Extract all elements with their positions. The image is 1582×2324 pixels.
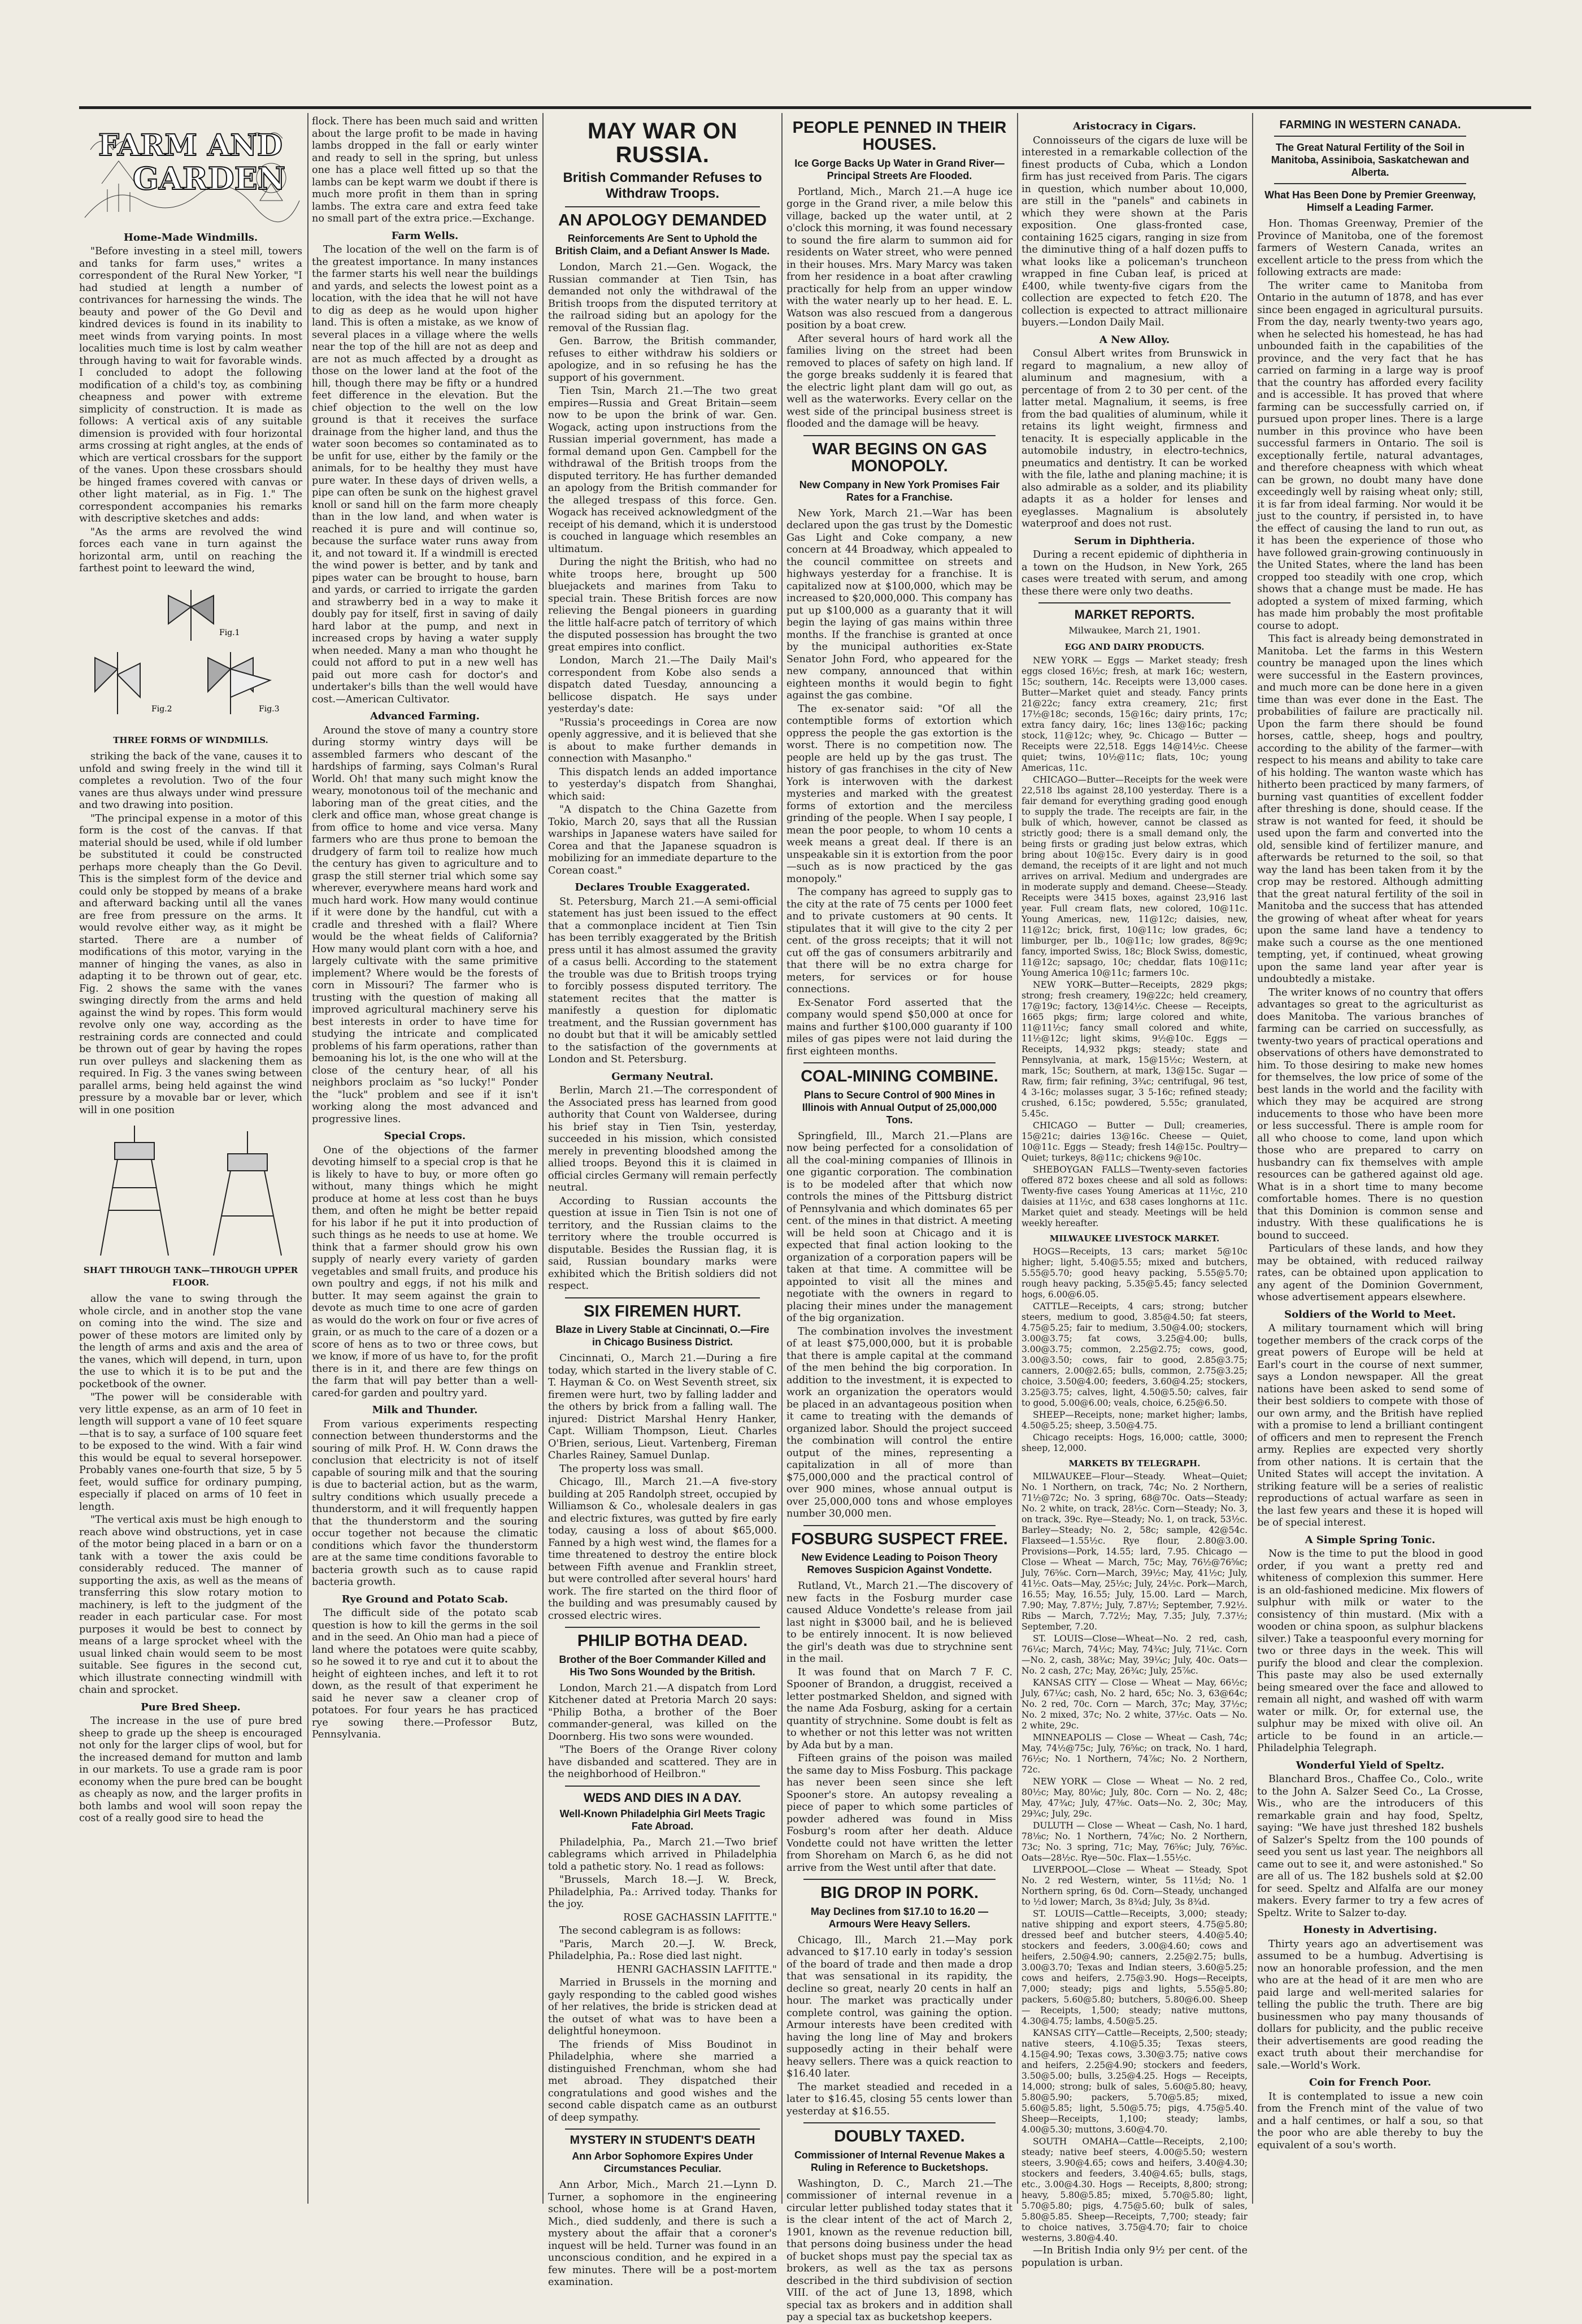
article-heading: Serum in Diphtheria. (1074, 535, 1195, 547)
paragraph: The writer knows of no country that offers advantages so great to the agriculturist as does Manitoba. The various branches of farming can be carried on successfully, as twenty-two years of practical operations and observations of others have demonstrated to him. To those desiring to make new homes for themselves, the low price of some of the best lands in the world and the facility with which they may be acquired are strong inducements to those who have been more or less successful. There is ample room for all who choose to come, land upon which those who are prepared to carry on husbandry can fix themselves with ample resources can be gathered against old age. What is in a short time to many become comfortable homes. There is no question that this Dominion is common sense and industry. With these qualifications he is bound to succeed. (1257, 987, 1483, 1241)
divider (1274, 136, 1466, 137)
paragraph: Ex-Senator Ford asserted that the company would spend $50,000 at once for mains and further $100,000 guaranty if 100 miles of gas pipes were not laid during the first eighteen months. (786, 997, 1012, 1057)
headline: COAL-MINING COMBINE. (801, 1067, 998, 1086)
market-paragraph: KANSAS CITY—Cattle—Receipts, 2,500; steady; native steers, 4.10@5.35; Texas steers, 4.15@4.90; Texas cows, 3.30@3.75; native cows and heifers, 2.25@4.90; stockers and feeders, 3.50@5.00; bulls, 3.25@4.25. Hogs — Receipts, 14,000; strong; bulk of sales, 5.60@5.80; heavy, 5.80@5.90; packers, 5.70@5.85; mixed, 5.60@5.85; light, 5.50@5.75; pigs, 4.75@5.40. Sheep—Receipts, 1,100; steady; lambs, 4.00@5.30; muttons, 3.60@4.70. (1022, 2028, 1248, 2135)
market-paragraph: Chicago receipts: Hogs, 16,000; cattle, 3000; sheep, 12,000. (1022, 1432, 1248, 1454)
subheadline: Reinforcements Are Sent to Uphold the British Claim, and a Defiant Answer Is Made. (555, 233, 770, 257)
article-heading: A New Alloy. (1099, 333, 1170, 346)
subheadline: Ice Gorge Backs Up Water in Grand River—Principal Streets Are Flooded. (794, 157, 1005, 181)
article-heading: Special Crops. (384, 1130, 466, 1142)
paragraph: Married in Brussels in the morning and gayly responding to the cabled good wishes of her relatives, the bride is stricken dead at the outset of what was to have been a delightful honeymoon. (548, 1977, 777, 2038)
subheadline: New Evidence Leading to Poison Theory Removes Suspicion Against Vondette. (801, 1552, 998, 1576)
article-heading: Declares Trouble Exaggerated. (575, 881, 750, 894)
divider (803, 435, 996, 436)
divider (565, 1297, 760, 1298)
figure-caption: SHAFT THROUGH TANK—THROUGH UPPER FLOOR. (83, 1265, 298, 1288)
svg-text:Fig.2: Fig.2 (151, 704, 172, 714)
paragraph: The ex-senator said: "Of all the contemptible forms of extortion which oppress the people the gas extortion is the worst. There is no competition now. The people are held up by the gas trust. The history of gas franchises in the city of New York is interwoven with the darkest mysteries and marked with the greatest forms of extortion and the merciless grinding of the people. When I say people, I mean the poor people, to whom 10 cents a week means a great deal. If there is an unspeakable sin it is extortion from the poor—such as is now practiced by the gas monopoly." (786, 703, 1012, 885)
paragraph: The property loss was small. (559, 1463, 704, 1475)
farm-garden-masthead (79, 116, 302, 223)
paragraph: One of the objections of the farmer devoting himself to a special crop is that he is likely to have to buy, or more often go without, many things which he might produce at home at less cost than he buys them, and often he might be better repaid for his labor if he put it into production of such things as he needs to use at home. We think that a farmer should grow his own supply of nearly every variety of garden vegetables and small fruits, and produce his own poultry and eggs, if not his milk and butter. It may seem against the grain to devote as much time to one acre of garden as would do the work on four or five acres of grain, or as much to the care of a dozen or a score of hens as to two or three cows, but we know, if more of us have to, for the profit there is in it, and there are few things on the farm that will pay better than a well-cared-for garden and poultry yard. (312, 1144, 538, 1399)
paragraph: The location of the well on the farm is of the greatest importance. In many instances the farmer starts his well near the buildings and yards, and selects the lowest point as a location, with the idea that he will not have to dig as deep as he would upon higher land. This is often a mistake, as we know of several places in a village where the wells near the top of the hill are not as deep and are not as much affected by a drought as those on the lower land at the foot of the hill, though there may be fifty or a hundred feet difference in the elevation. But the chief objection to the well on the low ground is that it receives the surface drainage from the higher land, and thus the water soon becomes so contaminated as to be unfit for use, either by the family or the animals, for to be healthy they must have pure water. In these days of driven wells, a pipe can often be sunk on the highest gravel knoll or sand hill on the farm more cheaply than in the low land, and when water is reached it is pure and will continue so, because the surface water runs away from it, and not toward it. If a windmill is erected the wind power is better, and by tank and pipes water can be brought to house, barn and yards, or carried to irrigate the garden and strawberry bed in a way to make it doubly pay for itself, first in saving of daily hard labor at the pump, and next in increased crops by having a water supply when needed. Many a man who thought he could not afford to put in a new well has paid out more cash for doctor's and undertaker's bills than the well would have cost.—American Cultivator. (312, 244, 538, 705)
paragraph: Consul Albert writes from Brunswick in regard to magnalium, a new alloy of aluminum and magnesium, with a percentage of from 2 to 30 per cent. of the latter metal. Magnalium, it seems, is free from the bad qualities of aluminum, while it retains its light weight, firmness and tenacity. It is especially applicable in the automobile industry, in electro-technics, pneumatics and dentistry. It can be worked with the file, lathe and planing machine; it is also admirable as a solder, and its pliability adapts it as a holder for lenses and eyeglasses. Magnalium is absolutely waterproof and does not rust. (1022, 348, 1248, 529)
paragraph: The friends of Miss Boudinot in Philadelphia, where she married a distinguished Frenchman, whom she had met abroad. They dispatched their congratulations and good wishes and the second cable dispatch came as an outburst of deep sympathy. (548, 2039, 777, 2123)
paragraph: striking the back of the vane, causes it to unfold and swing freely in the wind till it completes a revolution. Two of the four vanes are thus always under wind pressure and two drawing into position. (79, 751, 302, 811)
paragraph: Chicago, Ill., March 21.—May pork advanced to $17.10 early in today's session of the board of trade and then made a drop that was sensational in its rapidity, the decline so great, nearly 20 cents in half an hour. The market was practically under complete control, was gaining the option. Armour interests have been credited with having the long line of May and brokers supposedly acting in their behalf were heavy sellers. There was a quick reaction to $16.40 later. (786, 1934, 1012, 2080)
article-heading: Germany Neutral. (611, 1070, 714, 1083)
market-paragraph: ST. LOUIS—Close—Wheat—No. 2 red, cash, 76¼c; March, 74½c; May, 74¾c; July, 71¼c. Corn—No. 2, cash, 38¾c; May, 39¼c; July, 40c. Oats—No. 2 cash, 27c; May, 26¾c; July, 25⅞c. (1022, 1634, 1248, 1676)
paragraph: Particulars of these lands, and how they may be obtained, with reduced railway rates, can be obtained upon application to any agent of the Dominion Government, whose advertisement appears elsewhere. (1257, 1243, 1483, 1303)
subheadline: Brother of the Boer Commander Killed and His Two Sons Wounded by the British. (559, 1653, 766, 1678)
paragraph: Chicago, Ill., March 21.—A five-story building at 205 Randolph street, occupied by Williamson & Co., wholesale dealers in gas and electric fixtures, was gutted by fire early today, causing a loss of about $65,000. Fanned by a high west wind, the flames for a time threatened to destroy the entire block between Fifth avenue and Franklin street, but were controlled after several hours' hard work. The fire started on the third floor of the building and was presumably caused by crossed electric wires. (548, 1476, 777, 1622)
column-farm-continued (312, 116, 538, 2201)
article-heading: Farm Wells. (391, 229, 459, 242)
market-paragraph: NEW YORK—Butter—Receipts, 2829 pkgs; strong; fresh creamery, 19@22c; held creamery, 17@19c; factory, 13@14½c. Cheese — Receipts, 1665 pkgs; firm; large colored and white, 11@11½c; fancy small colored and white, 11½@12c; light skims, 9½@10c. Eggs — Receipts, 14,932 pkgs; steady; state and Pennsylvania, at mark, 15@15½c; Western, at mark, 15c; Southern, at mark, 13@15c. Sugar — Raw, firm; fair refining, 3¾c; centrifugal, 96 test, 4 3-16c; molasses sugar, 3 5-16c; refined steady; crushed, 6.15c; powdered, 5.55c; granulated, 5.45c. (1022, 980, 1248, 1119)
market-paragraph: NEW YORK — Eggs — Market steady; fresh eggs closed 16½c; fresh, at mark 16c; western, 15c; southern, 14c. Receipts were 13,000 cases. Butter—Market quiet and steady. Fancy prints 21@22c; fancy extra creamery, 21c; first 17½@18c; seconds, 15@16c; dairy prints, 17c; extra fancy dairy, 16c; lines 13@16c; packing stock, 11@12c; whey, 9c. Chicago — Butter — Receipts were 22,518. Eggs 14@14½c. Cheese quiet; twins, 10½@11c; flats, 10c; young Americas, 11c. (1022, 655, 1248, 774)
headline: FARMING IN WESTERN CANADA. (1279, 119, 1461, 131)
article-heading: A Simple Spring Tonic. (1305, 1534, 1436, 1546)
divider (565, 2128, 760, 2130)
svg-text:Fig.1: Fig.1 (219, 628, 240, 637)
dateline: Milwaukee, March 21, 1901. (1068, 625, 1201, 636)
headline: MARKET REPORTS. (1074, 607, 1195, 622)
market-paragraph: HOGS—Receipts, 13 cars; market 5@10c higher; light, 5.40@5.55; mixed and butchers, 5.55@5.70; good heavy packing, 5.55@5.70; rough heavy packing, 5.35@5.45; fancy selected hogs, 6.00@6.05. (1022, 1246, 1248, 1300)
market-paragraph: CATTLE—Receipts, 4 cars; strong; butcher steers, medium to good, 3.85@4.50; fat steers, 4.75@5.25; fair to medium, 3.50@4.00; stockers, 3.00@3.75; fat cows, 3.25@4.00; bulls, 3.00@3.75; common, 2.25@2.75; cows, good, 3.00@3.50; cows, fair to good, 2.85@3.75; canners, 2.00@2.65; bulls, common, 2.75@3.25; choice, 3.50@4.00; feeders, 3.60@4.25; stockers, 3.25@3.75; calves, light, 4.50@5.50; calves, fair to good, 5.00@6.00; veals, choice, 6.25@6.50. (1022, 1301, 1248, 1409)
paragraph: London, March 21.—A dispatch from Lord Kitchener dated at Pretoria March 20 says: "Philip Botha, a brother of the Boer commander-general, was killed on the Doornberg. His two sons were wounded. (548, 1682, 777, 1743)
headline: DOUBLY TAXED. (834, 2127, 965, 2146)
column-canada (1257, 116, 1483, 2201)
market-paragraph: LIVERPOOL—Close — Wheat — Steady, Spot No. 2 red Western, winter, 5s 11½d; No. 1 Northern spring, 6s 0d. Corn—Steady, unchanged to ½d lower; March, 3s 8¾d; July, 3s 8¾d. (1022, 1865, 1248, 1908)
paragraph: The second cablegram is as follows: (559, 1925, 741, 1937)
divider (803, 2122, 996, 2123)
svg-text:Fig.3: Fig.3 (258, 704, 280, 714)
paragraph: "Brussels, March 18.—J. W. Breck, Philadelphia, Pa.: Arrived today. Thanks for the joy. (548, 1874, 777, 1910)
paragraph: Washington, D. C., March 21.—The commissioner of internal revenue in a circular letter published today states that it is the clear intent of the act of March 2, 1901, known as the revenue reduction bill, that persons doing business under the head of bucket shops must pay the special tax as brokers, as well as the tax as persons described in the third subdivision of section VIII. of the act of June 13, 1898, which special tax as brokers and in addition shall pay a special tax as bucketshop keepers. (786, 2178, 1012, 2323)
paragraph: Ann Arbor, Mich., March 21.—Lynn D. Turner, a sophomore in the engineering school, whose home is at Grand Haven, Mich., died suddenly, and there is such a mystery about the affair that a coroner's inquest will be held. Turner was found in an unconscious condition, and he expired in a few minutes. There will be a post-mortem examination. (548, 2179, 777, 2288)
svg-text:FARM AND: FARM AND (98, 128, 283, 163)
top-rule (79, 106, 1531, 109)
section-heading: MARKETS BY TELEGRAPH. (1068, 1458, 1201, 1469)
paragraph: "The power will be considerable with very little expense, as an arm of 10 feet in length will support a vane of 10 feet square—that is to say, a surface of 100 square feet to be exposed to the wind. With a fair wind this would be equal to several horsepower. Probably vanes one-fourth that size, 5 by 5 feet, would suffice for ordinary pumping, especially if placed on arms of 10 feet in length. (79, 1392, 302, 1513)
column-farm-garden (79, 116, 302, 2201)
headline: WEDS AND DIES IN A DAY. (583, 1790, 742, 1805)
paragraph: London, March 21.—The Daily Mail's correspondent from Kobe also sends a dispatch dated Tuesday, announcing a bellicose dispatch. He says under yesterday's date: (548, 655, 777, 715)
market-paragraph: MILWAUKEE—Flour—Steady. Wheat—Quiet; No. 1 Northern, on track, 74c; No. 2 Northern, 71½@72c; No. 3 spring, 68@70c. Oats—Steady; No. 2 white, on track, 28½c. Corn—Steady; No. 3, on track, 39c. Rye—Steady; No. 1, on track, 53½c. Barley—Steady; No. 2, 58c; sample, 42@54c. Flaxseed—1.55½c. Rye flour, 2.80@3.00. Provisions—Pork, 14.55; lard, 7.95. Chicago — Close — Wheat — March, 75c; May, 76½@76⅝c; July, 76⅝c. Corn—March, 39½c; May, 41½c; July, 41½c. Oats—May, 25½c; July, 24½c. Pork—March, 16.55; May, 16.55; July, 15.00. Lard — March, 7.90; May, 7.87½; July, 7.87½; September, 7.92½. Ribs — March, 7.72½; May, 7.35; July, 7.37½; September, 7.20. (1022, 1471, 1248, 1632)
market-paragraph: NEW YORK — Close — Wheat — No. 2 red, 80½c; May, 80⅛c; July, 80c. Corn — No. 2, 48c; May, 47¾c; July, 47⅜c. Oats—No. 2, 30c; May, 29¾c; July, 29c. (1022, 1776, 1248, 1819)
divider (565, 1627, 760, 1628)
paragraph: During a recent epidemic of diphtheria in a town on the Hudson, in New York, 265 cases were treated with serum, and among these there were only two deaths. (1022, 549, 1248, 597)
paragraph: Springfield, Ill., March 21.—Plans are now being perfected for a consolidation of all the coal-mining companies of Illinois in one gigantic corporation. The combination is to be modeled after that which now controls the mines of the Pittsburg district of Pennsylvania and which dominates 65 per cent. of the mines in that district. A meeting will be held soon at Chicago and it is expected that final action looking to the organization of a corporation papers will be taken at that time. A committee will be appointed to visit all the mines and negotiate with the owners in regard to placing their mines under the management of the big organization. (786, 1130, 1012, 1324)
market-paragraph: SHEBOYGAN FALLS—Twenty-seven factories offered 872 boxes cheese and all sold as follows: Twenty-five cases Young Americas at 11½c, 210 daisies at 11½c, and 638 cases longhorns at 11c. Market quiet and steady. Meetings will be held weekly hereafter. (1022, 1165, 1248, 1229)
paragraph: This fact is already being demonstrated in Manitoba. Let the farms in this Western country be managed upon the lines which were successful in the Eastern provinces, and much more can be done here in a given time than was ever done in the East. The probabilities of failure are practically nil. Upon the farm there should be found horses, cattle, sheep, hogs and poultry, according to the ability of the farmer—with respect to his means and ability to take care of his holding. The wanton waste which has hitherto been practiced by many farmers, of burning vast quantities of excellent fodder after threshing is done, should cease. If the straw is not wanted for feed, it should be used upon the farm and converted into the old, sensible kind of fertilizer manure, and afterwards be returned to the soil, so that way the land has been taken from it by the crop may be restored. Although admitting that the great natural fertility of the soil in Manitoba and the success that has attended the growing of wheat after wheat for years upon the same land have a tendency to make such a course as the one mentioned tempting, yet, if continued, wheat growing upon the same land year after year is undoubtedly a mistake. (1257, 633, 1483, 985)
article-heading: Aristocracy in Cigars. (1072, 120, 1197, 132)
paragraph: The company has agreed to supply gas to the city at the rate of 75 cents per 1000 feet and to private customers at 90 cents. It stipulates that it will give to the city 2 per cent. of the gross receipts; that it will not cut off the gas of consumers arbitrarily and that there will be no extra charge for meters, for services or for house connections. (786, 887, 1012, 996)
divider (565, 206, 760, 207)
paragraph: Blanchard Bros., Chaffee Co., Colo., write to the John A. Salzer Seed Co., La Crosse, Wis., who are the introducers of this remarkable grain and hay food, Speltz, saying: "We have just threshed 182 bushels of Salzer's Speltz from the 100 pounds of seed you sent us last year. The neighbors all came out to see it, and were astonished." So are all of us. The 182 bushels sold at $2.00 for seed. Speltz and Alfalfa are our money makers. Every farmer to try a few acres of Speltz. Write to Salzer to-day. (1257, 1774, 1483, 1919)
figure-caption: THREE FORMS OF WINDMILLS. (113, 735, 268, 745)
market-paragraph: CHICAGO — Butter — Dull; creameries, 15@21c; dairies 13@16c. Cheese — Quiet, 10@11c. Eggs — Steady; fresh 14@15c. Poultry—Quiet; turkeys, 8@11c; chickens 9@10c. (1022, 1120, 1248, 1163)
paragraph: HENRI GACHASSIN LAFITTE." (616, 1964, 777, 1975)
headline: MYSTERY IN STUDENT'S DEATH (570, 2134, 755, 2147)
paragraph: Fifteen grains of the poison was mailed the same day to Miss Fosburg. This package has never been seen since she left Spooner's store. An autopsy revealing a piece of paper to which some particles of powder adhered was found in Miss Fosburg's room after her death. Alduce Vondette could not have written the letter from Shoreham on March 6, as he did not arrive from the West until after that date. (786, 1753, 1012, 1874)
paragraph: "Paris, March 20.—J. W. Breck, Philadelphia, Pa.: Rose died last night. (548, 1938, 777, 1962)
market-paragraph: CHICAGO—Butter—Receipts for the week were 22,518 lbs against 28,100 yesterday. There is a fair demand for everything grading good enough to supply the trade. The receipts are fair, in the bulk of which, however, cannot be classed as strictly good; there is a small demand only, the being firsts or grading just below extras, which bring about 10@15c. Every dairy is in good demand, the receipts of it are light and not much arrives on arrival. Medium and undergrades are in moderate supply and demand. Cheese—Steady. Receipts were 3415 boxes, against 23,916 last year. Full cream flats, new colored, 10@11c. Young Americas, new, 11@12c; daisies, new, 11@12c; brick, first, 10@11c; low grades, 6c; limburger, per lb., 10@11c; low grades, 8@9c; fancy, imported Swiss, 18c; Block Swiss, domestic, 11@12c; sapsago, 10c; cheddar, flats 10@11c; Young America 10@11c; farmers 10c. (1022, 775, 1248, 979)
paragraph: London, March 21.—Gen. Wogack, the Russian commander at Tien Tsin, has demanded not only the withdrawal of the British troops from the disputed territory at the railroad siding but an apology for the removal of the Russian flag. (548, 262, 777, 334)
column-divider (781, 113, 783, 2204)
column-divider (542, 113, 544, 2204)
market-paragraph: KANSAS CITY — Close — Wheat — May, 66½c; July, 67¼c; cash, No. 2 hard, 65c; No. 3, 63@64c; No. 2 red, 70c. Corn — March, 37c; May, 37½c; No. 2 mixed, 37c; No. 2 white, 37½c. Oats — No. 2 white, 29c. (1022, 1678, 1248, 1731)
article-heading: Pure Bred Sheep. (141, 1701, 241, 1713)
paragraph: After several hours of hard work all the families living on the street had been removed to places of safety on high land. If the gorge breaks suddenly it is feared that the electric light plant dam will go out, as well as the waterworks. Every cellar on the west side of the principal business street is flooded and the damage will be heavy. (786, 333, 1012, 430)
paragraph: Now is the time to put the blood in good order, if you want a pretty red and whiteness of complexion this summer. Here is an old-fashioned medicine. Mix flowers of sulphur with milk or water to the consistency of thin mustard. (Mix with a wooden or china spoon, as sulphur blackens silver.) Take a teaspoonful every morning for two or three days in the week. This will purify the blood and clear the complexion. This paste may also be used externally being smeared over the face and allowed to remain all night, and washed off with warm water or milk. Or, for external use, the sulphur may be mixed with olive oil. An article to be found in an article.—Philadelphia Telegraph. (1257, 1548, 1483, 1754)
paragraph: Thirty years ago an advertisement was assumed to be a humbug. Advertising is now an honorable profession, and the men who are at the head of it are men who are paid large and well-merited salaries for telling the public the truth. There are big businessmen who pay many thousands of dollars for publicity, and the public receive their advertisements are good reading the exact truth about their merchandise for sale.—World's Work. (1257, 1938, 1483, 2071)
paragraph: —In British India only 9½ per cent. of the population is urban. (1022, 2245, 1248, 2269)
divider (1274, 183, 1466, 184)
svg-text:GARDEN: GARDEN (132, 160, 286, 197)
subheadline: Ann Arbor Sophomore Expires Under Circumstances Peculiar. (572, 2151, 753, 2175)
column-divider (307, 113, 308, 2204)
headline: AN APOLOGY DEMANDED (558, 211, 767, 229)
paragraph: The market steadied and receded in a later to $16.45, closing 55 cents lower than yesterday at $16.55. (786, 2081, 1012, 2117)
paragraph: Around the stove of many a country store during stormy wintry days will be assembled farmers who descant of the hardships of farming, says Colman's Rural World. Oh! that many such might know the weary, monotonous toil of the mechanic and laboring man of the great cities, and the clerk and office man, whose great change is from office to home and vice versa. Many farmers who are thus prone to bemoan the drudgery of farm toil to realize how much the century has given to agriculture and to grasp the still sterner trial which some say wherever, everywhere means hard work and much hard work. How many would continue if it were done by the handful, cut with a cradle and threshed with a flail? Where would be the wheat fields of California? How many would plant corn with a hoe, and largely cultivate with the same primitive implement? Where would be the forests of corn in Missouri? The farmer who is trusting with the question of making all improved agricultural machinery serve his best interests in order to have time for studying the intricate and complicated problems of his farm operations, rather than bemoaning his lot, is the one who will at the close of the century hear, of all his neighbors proclaim as "so lucky!" Ponder the "luck" problem and see if it isn't working along the most advanced and progressive lines. (312, 724, 538, 1125)
section-heading: EGG AND DAIRY PRODUCTS. (1064, 641, 1205, 652)
column-domestic-news (786, 116, 1012, 2323)
paragraph: The combination involves the investment of at least $75,000,000, but it is probable that there is ample capital at the command of the men behind the big corporation. In addition to the investment, it is expected to work an organization the operators would be placed in an advantageous position when it came to treating with the demands of organized labor. Should the project succeed the combination will control the entire output of the mines, representing a capitalization in all of more than $75,000,000 and the practical control of over 900 mines, whose annual output is over 25,000,000 tons and whose employes number 30,000 men. (786, 1326, 1012, 1520)
article-heading: Advanced Farming. (370, 710, 480, 722)
article-heading: Rye Ground and Potato Scab. (341, 1593, 508, 1605)
divider (803, 1879, 996, 1880)
paragraph: St. Petersburg, March 21.—A semi-official statement has just been issued to the effect that a commonplace incident at Tien Tsin has been terribly exaggerated by the British press until it has almost assumed the gravity of a casus belli. According to the statement the trouble was due to British troops trying to forcibly possess disputed territory. The statement recites that the matter is manifestly a question for diplomatic treatment, and the Russian government has no doubt but that it will be amicably settled to the satisfaction of the governments at London and St. Petersburg. (548, 896, 777, 1066)
paragraph: The difficult side of the potato scab question is how to kill the germs in the soil and in the seed. An Ohio man had a piece of land where the potatoes were quite scabby, so he sowed it to rye and cut it to about the height of eighteen inches, and left it to rot down, as the result of that experiment he said he never saw a cleaner crop of potatoes. For four years he has practiced rye sowing there.—Professor Butz, Pennsylvania. (312, 1608, 538, 1740)
paragraph: "The principal expense in a motor of this form is the cost of the canvas. If that material should be used, while if old lumber be substituted it could be constructed perhaps more cheaply than the Go Devil. This is the simplest form of the device and could only be stopped by means of a brake and afterward backing until all the vanes are free from pressure on the arms. It would revolve either way, as it might be started. There are a number of modifications of this motor, varying in the manner of hinging the vanes, as also in adapting it to be thrown out of gear, etc. Fig. 2 shows the same with the vanes swinging directly from the arms and held against the wind by ropes. This form would revolve only one way, according as the restraining cords are connected and could be thrown out of gear by having the ropes run over pulleys and slackening them as required. In Fig. 3 the vanes swing between parallel arms, being held against the wind pressure by a movable bar or lever, which will in one position (79, 813, 302, 1116)
subheadline: British Commander Refuses to Withdraw Troops. (563, 170, 762, 201)
market-paragraph: SHEEP—Receipts, none; market higher; lambs, 4.50@5.25; sheep, 3.50@4.75. (1022, 1410, 1248, 1431)
headline: PHILIP BOTHA DEAD. (577, 1632, 748, 1650)
paragraph: During the night the British, who had no white troops here, brought up 500 bluejackets and marines from Taku to special train. These British forces are now relieving the Bengal pioneers in guarding the little half-acre patch of territory of which the disputed possession has brought the two great empires into conflict. (548, 557, 777, 653)
paragraph: It was found that on March 7 F. C. Spooner of Brandon, a druggist, received a letter postmarked Sheldon, and signed with the name Ada Fosburg, asking for a certain quantity of strychnine. Some doubt is felt as to whether or not this letter was not written by Ada but by a man. (786, 1666, 1012, 1751)
paragraph: From various experiments respecting connection between thunderstorms and the souring of milk Prof. H. W. Conn draws the conclusion that electricity is not of itself capable of souring milk and that the souring is due to bacterial action, but as the warm, sultry conditions which usually precede a thunderstorm, and it will frequently happen that the thunderstorm and the souring occur together not because the climatic conditions which favor the thunderstorm are at the same time conditions favorable to bacteria growth such as to cause rapid bacteria growth. (312, 1418, 538, 1588)
paragraph: Philadelphia, Pa., March 21.—Two brief cablegrams which arrived in Philadelphia told a pathetic story. No. 1 read as follows: (548, 1836, 777, 1873)
column-war-news (548, 116, 777, 2288)
paragraph: "The Boers of the Orange River colony have disbanded and scattered. They are in the neighborhood of Heilbron." (548, 1744, 777, 1780)
headline: WAR BEGINS ON GAS MONOPOLY. (812, 440, 987, 476)
paragraph: flock. There has been much said and written about the large profit to be made in having lambs dropped in the fall or early winter and ready to sell in the spring, but unless one has a place well fitted up so that the lambs can be kept warm we doubt if there is much more profit in them than in spring lambs. The extra care and extra feed take no small part of the extra price.—Exchange. (312, 116, 538, 224)
subheadline: The Great Natural Fertility of the Soil in Manitoba, Assiniboia, Saskatchewan and Alberta. (1271, 142, 1470, 178)
paragraph: ROSE GACHASSIN LAFITTE." (623, 1912, 777, 1923)
headline: FOSBURG SUSPECT FREE. (791, 1530, 1008, 1548)
divider (803, 1062, 996, 1063)
paragraph: Gen. Barrow, the British commander, refuses to either withdraw his soldiers or apologize, and in so refusing he has the support of his government. (548, 336, 777, 384)
market-paragraph: ST. LOUIS—Cattle—Receipts, 3,000; steady; native shipping and export steers, 4.75@5.80; dressed beef and butcher steers, 4.40@5.40; stockers and feeders, 3.00@4.60; cows and heifers, 2.50@4.90; canners, 2.25@2.75; bulls, 3.00@3.70; Texas and Indian steers, 3.60@5.25; cows and heifers, 2.75@3.90. Hogs—Receipts, 7,000; steady; pigs and lights, 5.55@5.80; packers, 5.60@5.80; butchers, 5.80@6.00. Sheep — Receipts, 1,500; steady; native muttons, 4.30@4.75; lambs, 4.50@5.25. (1022, 1909, 1248, 2027)
paragraph: Rutland, Vt., March 21.—The discovery of new facts in the Fosburg murder case caused Alduce Vondette's release from jail last night in $3000 bail, and he is believed to be entirely innocent. It is now believed the girl's death was due to strychnine sent in the mail. (786, 1580, 1012, 1665)
column-market-reports (1022, 116, 1248, 2269)
divider (1038, 602, 1231, 603)
paragraph: The increase in the use of pure bred sheep to grade up the sheep is encouraged not only for the larger clips of wool, but for the increased demand for mutton and lamb in our markets. To use a grade ram is poor economy when the pure bred can be bought as cheaply as now, and the larger profits in both lambs and wool will soon repay the cost of a really good sire to head the (79, 1715, 302, 1824)
divider (803, 1525, 996, 1526)
paragraph: "Russia's proceedings in Corea are now openly aggressive, and it is believed that she is about to make further demands in connection with Masanpho." (548, 716, 777, 765)
headline: PEOPLE PENNED IN THEIR HOUSES. (792, 119, 1007, 154)
market-paragraph: SOUTH OMAHA—Cattle—Receipts, 2,100; steady; native beef steers, 4.00@5.50; western steers, 3.90@4.65; cows and heifers, 3.40@4.30; stockers and feeders, 3.40@4.65; bulls, stags, etc., 3.00@4.30. Hogs — Receipts, 8,800; strong; heavy, 5.80@5.85; mixed, 5.70@5.80; light, 5.70@5.80; pigs, 4.75@5.60; bulk of sales, 5.80@5.85. Sheep—Receipts, 7,700; steady; fair to choice natives, 3.75@4.70; fair to choice westerns, 3.80@4.40. (1022, 2136, 1248, 2244)
divider (565, 1786, 760, 1787)
paragraph: "Before investing in a steel mill, towers and tanks for farm uses," writes a correspondent of the Rural New Yorker, "I had studied at length a number of contrivances for harnessing the winds. The beauty and power of the Go Devil and kindred devices is found in its inability to meet winds from varying points. In most localities much time is lost by calm weather through having to wait for favorable winds. I concluded to adopt the following modification of a child's toy, as combining cheapness and power with extreme simplicity of construction. It is made as follows: A vertical axis of any suitable dimension is provided with four horizontal arms crossing at right angles, at the ends of which are vertical crossbars for the support of the vanes. Upon these crossbars should be hinged frames covered with canvas or other light material, as in Fig. 1." The correspondent accompanies his remarks with descriptive sketches and adds: (79, 246, 303, 524)
article-heading: Honesty in Advertising. (1303, 1924, 1437, 1936)
market-paragraph: DULUTH — Close — Wheat — Cash, No. 1 hard, 78⅛c; No. 1 Northern, 74⅞c; No. 2 Northern, 73c; No. 3 spring, 71c; May, 76⅝c; July, 76⅝c. Oats—28½c. Rye—50c. Flax—1.55½c. (1022, 1821, 1248, 1863)
shaft-tank-figure (84, 1120, 298, 1261)
paragraph: Connoisseurs of the cigars de luxe will be interested in a remarkable collection of the finest products of Cuba, which a London firm has just received from Paris. The cigars in question, which number about 10,000, are still in the "panels" and cabinets in which they were shown at the Paris exposition. One glass-fronted case, containing 1625 cigars, ranging in size from the diminutive thing of a half dozen puffs to what looks like a policeman's truncheon wrapped in fine Cuban leaf, is priced at £400, while twenty-five cigars from the collection are expected to fetch £20. The collection is expected to attract millionaire buyers.—London Daily Mail. (1022, 134, 1248, 328)
subheadline: Plans to Secure Control of 900 Mines in Illinois with Annual Output of 25,000,000 Tons. (802, 1089, 997, 1126)
paragraph: New York, March 21.—War has been declared upon the gas trust by the Domestic Gas Light and Coke company, a new concern at 44 Broadway, which appealed to the council committee on streets and highways yesterday for a franchise. It is capitalized now at $100,000, which may be increased to $20,000,000. This company has put up $100,000 as a guaranty that it will begin the laying of gas mains within three months. If the franchise is granted at once by the municipal authorities ex-State Senator John Ford, who appeared for the new company, announced that within eighteen months it would begin to fight against the gas combine. (786, 507, 1012, 702)
subheadline: May Declines from $17.10 to 16.20 —Armours Were Heavy Sellers. (810, 1905, 989, 1930)
paragraph: "A dispatch to the China Gazette from Tokio, March 20, says that all the Russian warships in Japanese waters have sailed for Corea and that the Japanese squadron is mobilizing for an immediate departure to the Corean coast." (548, 804, 777, 876)
paragraph: According to Russian accounts the question at issue in Tien Tsin is not one of territory, and the Russian claims to the territory where the trouble occurred is disputable. Besides the Russian flag, it is said, Russian boundary marks were exhibited which the British soldiers did not respect. (548, 1195, 777, 1292)
column-divider (1252, 113, 1253, 2204)
subheadline: New Company in New York Promises Fair Rates for a Franchise. (799, 479, 1000, 503)
windmills-figure (84, 579, 298, 731)
paragraph: allow the vane to swing through the whole circle, and in another stop the vane on coming into the wind. The size and power of these motors are limited only by the length of arms and axis and the area of the vanes, which will depend, in turn, upon the use to which it is to be put and the pocketbook of the owner. (79, 1293, 302, 1390)
paragraph: A military tournament which will bring together members of the crack corps of the great powers of Europe will be held at Earl's court in the course of next summer, says a London newspaper. All the great nations have been asked to send some of their best soldiers to compete with those of our own army, and the British have replied with a promise to lend a brilliant contingent of officers and men to represent the French army. Replies are expected very shortly from other nations. It is certain that the United States will accept the invitation. A striking feature will be a series of realistic reproductions of actual warfare as seen in the last few years and these it is hoped will be of special interest. (1257, 1323, 1483, 1528)
article-heading: Soldiers of the World to Meet. (1284, 1308, 1456, 1320)
paragraph: It is contemplated to issue a new coin from the French mint of the value of two and a half centimes, or half a sou, so that the poor who are able thereby to buy the equivalent of a sou's worth. (1257, 2091, 1483, 2151)
subheadline: Commissioner of Internal Revenue Makes a Ruling in Reference to Bucketshops. (794, 2149, 1005, 2173)
headline: BIG DROP IN PORK. (820, 1884, 979, 1902)
headline: MAY WAR ON RUSSIA. (587, 119, 738, 167)
article-heading: Coin for French Poor. (1309, 2077, 1431, 2088)
article-heading: Milk and Thunder. (372, 1404, 478, 1416)
paragraph: Hon. Thomas Greenway, Premier of the Province of Manitoba, one of the foremost farmers of Western Canada, writes an excellent article to the press from which the following extracts are made: (1257, 218, 1483, 278)
paragraph: This dispatch lends an added importance to yesterday's dispatch from Shanghai, which said: (548, 766, 777, 802)
subheadline: Blaze in Livery Stable at Cincinnati, O.—Fire in Chicago Business District. (555, 1324, 770, 1348)
subheadline: Well-Known Philadelphia Girl Meets Tragic Fate Abroad. (559, 1808, 766, 1832)
column-divider (1017, 113, 1018, 2204)
paragraph: The writer came to Manitoba from Ontario in the autumn of 1878, and has ever since been engaged in agricultural pursuits. From the day, nearly twenty-two years ago, when he selected his homestead, he has had unbounded faith in the capabilities of the province, and the very fact that he has carried on farming in a large way is proof that the country has afforded every facility and is accessible. It has proved that where farming can be successfully carried on, if pursued upon proper lines. There is a large number in this province who have been successful farmers in Ontario. The soil is exceptionally fertile, natural advantages, and therefore cheapness with which wheat can be grown, no doubt many have done exceedingly well by raising wheat only; still, it is far from ideal farming. Nor would it be just to the country, if persisted in, to have the effect of causing the land to run out, as it has been the experience of those who have followed grain-growing continuously in the United States, where the land has been cropped too steadily with one crop, which shows that a change must be made. He has adopted a system of mixed farming, which has made him probably the most profitable course to adopt. (1257, 280, 1483, 632)
paragraph: Berlin, March 21.—The correspondent of the Associated press has learned from good authority that Count von Waldersee, during his brief stay in Tien Tsin, yesterday, succeeded in his mission, which consisted merely in preventing bloodshed among the allied troops. Beyond this it is claimed in official circles Germany will remain perfectly neutral. (548, 1085, 777, 1194)
market-paragraph: MINNEAPOLIS — Close — Wheat — Cash, 74c; May, 74½@75c; July, 76⅝c; on track, No. 1 hard, 76½c; No. 1 Northern, 74⅞c; No. 2 Northern, 72c. (1022, 1732, 1248, 1775)
headline: SIX FIREMEN HURT. (584, 1302, 741, 1320)
subheadline: What Has Been Done by Premier Greenway, Himself a Leading Farmer. (1264, 189, 1476, 213)
section-heading: MILWAUKEE LIVESTOCK MARKET. (1049, 1233, 1220, 1244)
paragraph: "The vertical axis must be high enough to reach above wind obstructions, yet in case of the motor being placed in a barn or on a tank with a tower the axis could be considerably reduced. The manner of supporting the axis, as well as the means of transferring this slow rotary motion to machinery, is left to the judgment of the reader in each particular case. For most purposes it would be best to connect by means of a large sprocket wheel with the usual linked chain would seem to be most suitable. See figures in the second cut, which illustrate connecting windmill with chain and sprocket. (79, 1514, 302, 1696)
article-heading: Home-Made Windmills. (123, 231, 258, 244)
paragraph: "As the arms are revolved the wind forces each vane in turn against the horizontal arm, until on reaching the farthest point to leeward the wind, (79, 526, 302, 574)
article-heading: Wonderful Yield of Speltz. (1296, 1759, 1445, 1771)
paragraph: Tien Tsin, March 21.—The two great empires—Russia and Great Britain—seem now to be upon the brink of war. Gen. Wogack, acting upon instructions from the Russian imperial government, has made a formal demand upon Gen. Campbell for the withdrawal of the British troops from the disputed territory. He has further demanded an apology from the British commander for the alleged trespass of this force. Gen. Wogack has received acknowledgment of the receipt of his demand, which it is understood is couched in language which resembles an ultimatum. (548, 385, 777, 555)
paragraph: Cincinnati, O., March 21.—During a fire today, which started in the livery stable of C. T. Hayman & Co. on West Seventh street, six firemen were hurt, two by falling ladder and the others by brick from a falling wall. The injured: District Marshal Henry Hanker, Capt. William Thompson, Lieut. Charles O'Brien, serious, Lieut. Vartenberg, Fireman Charles Rainey, Samuel Dunlap. (548, 1353, 777, 1462)
paragraph: Portland, Mich., March 21.—A huge ice gorge in the Grand river, a mile below this village, backed up the water until, at 2 o'clock this morning, it was found necessary to sound the fire alarm to summon aid for residents on Water street, who were penned in their houses. Mrs. Mary Marcy was taken from her residence in a boat after crawling practically for help from an upper window with the water nearly up to her head. E. L. Watson was also rescued from a dangerous position by a boat crew. (786, 186, 1012, 332)
